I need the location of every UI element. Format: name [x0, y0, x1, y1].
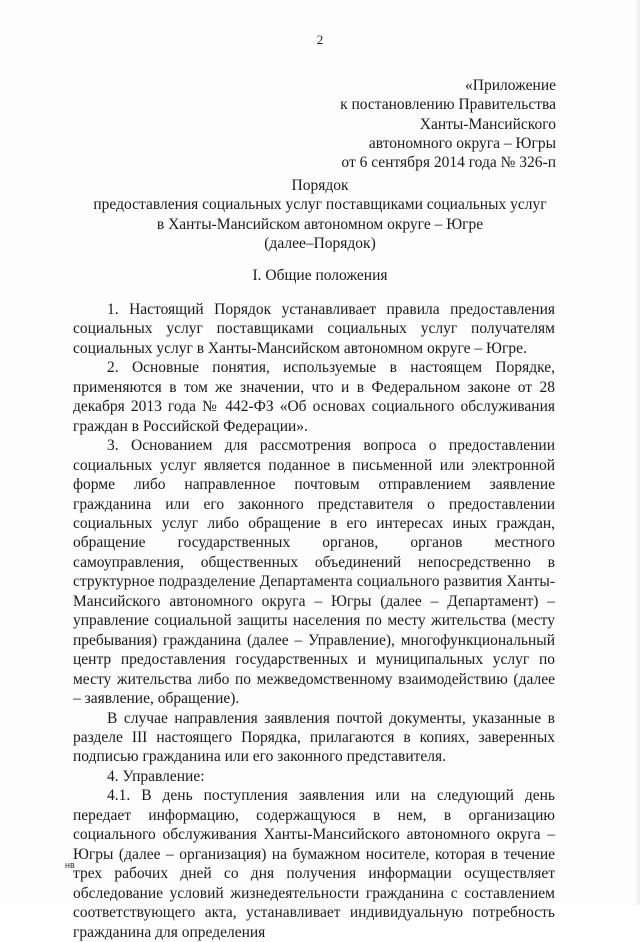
- appendix-line: к постановлению Правительства: [340, 96, 556, 114]
- paragraph: 3. Основанием для рассмотрения вопроса о предоставлении социальных услуг является поданное в письменной или электронной форме либо направленное почтовым отправлением заявление гражданина или его законного представителя о предоставлении социальных услуг либо обращение в его интересах иных граждан, обращение государственных органов, органов местного самоуправления, общественных объединений непосредственно в структурное подразделение Департамента социального развития Ханты-Мансийского автономного округа – Югры (далее – Департамент) – управление социальной защиты населения по месту жительства (месту пребывания) гражданина (далее – Управление), многофункциональный центр предоставления государственных и муниципальных услуг по месту жительства либо по межведомственному взаимодействию (далее – заявление, обращение).: [73, 437, 555, 708]
- title-line: Порядок: [291, 177, 349, 194]
- title-line: (далее–Порядок): [264, 234, 376, 252]
- section-heading: I. Общие положения: [252, 267, 388, 284]
- appendix-line: Ханты-Мансийского: [419, 115, 556, 133]
- appendix-line: от 6 сентября 2014 года № 326-п: [341, 154, 556, 172]
- page-number: 2: [316, 32, 324, 47]
- paragraph: 2. Основные понятия, используемые в настоящем Порядке, применяются в том же значении, что и в Федеральном законе от 28 декабря 2013 года № 442-ФЗ «Об основах социального обслуживания граждан в Российской Федерации».: [73, 359, 555, 435]
- body-text: [73, 300, 555, 942]
- title-line: в Ханты-Мансийском автономном округе – Югре: [156, 215, 484, 233]
- paragraph: 4.1. В день поступления заявления или на следующий день передает информацию, содержащуюся в нем, в организацию социального обслуживания Ханты-Мансийского автономного округа – Югры (далее – организация) на бумажном носителе, которая в течение трех рабочих дней со дня получения информации осуществляет обследование условий жизнедеятельности гражданина с составлением соответствующего акта, устанавливает индивидуальную потребность гражданина для определения: [73, 787, 555, 941]
- title-line: предоставления социальных услуг поставщиками социальных услуг: [93, 196, 547, 214]
- paragraph: В случае направления заявления почтой документы, указанные в разделе III настоящего Порядка, прилагаются в копиях, заверенных подписью гражданина или его законного представителя.: [73, 709, 555, 766]
- appendix-line: «Приложение: [465, 77, 556, 94]
- paragraph: 1. Настоящий Порядок устанавливает правила предоставления социальных услуг поставщиками социальных услуг получателям социальных услуг в Ханты-Мансийском автономном округе – Югре.: [73, 301, 555, 357]
- paragraph: 4. Управление:: [107, 767, 205, 785]
- appendix-line: автономного округа – Югры: [368, 134, 556, 152]
- document-title: [60, 176, 580, 253]
- appendix-block: [340, 76, 556, 172]
- footer-mark: нв: [65, 860, 75, 870]
- page-edge-shadow: [634, 0, 640, 905]
